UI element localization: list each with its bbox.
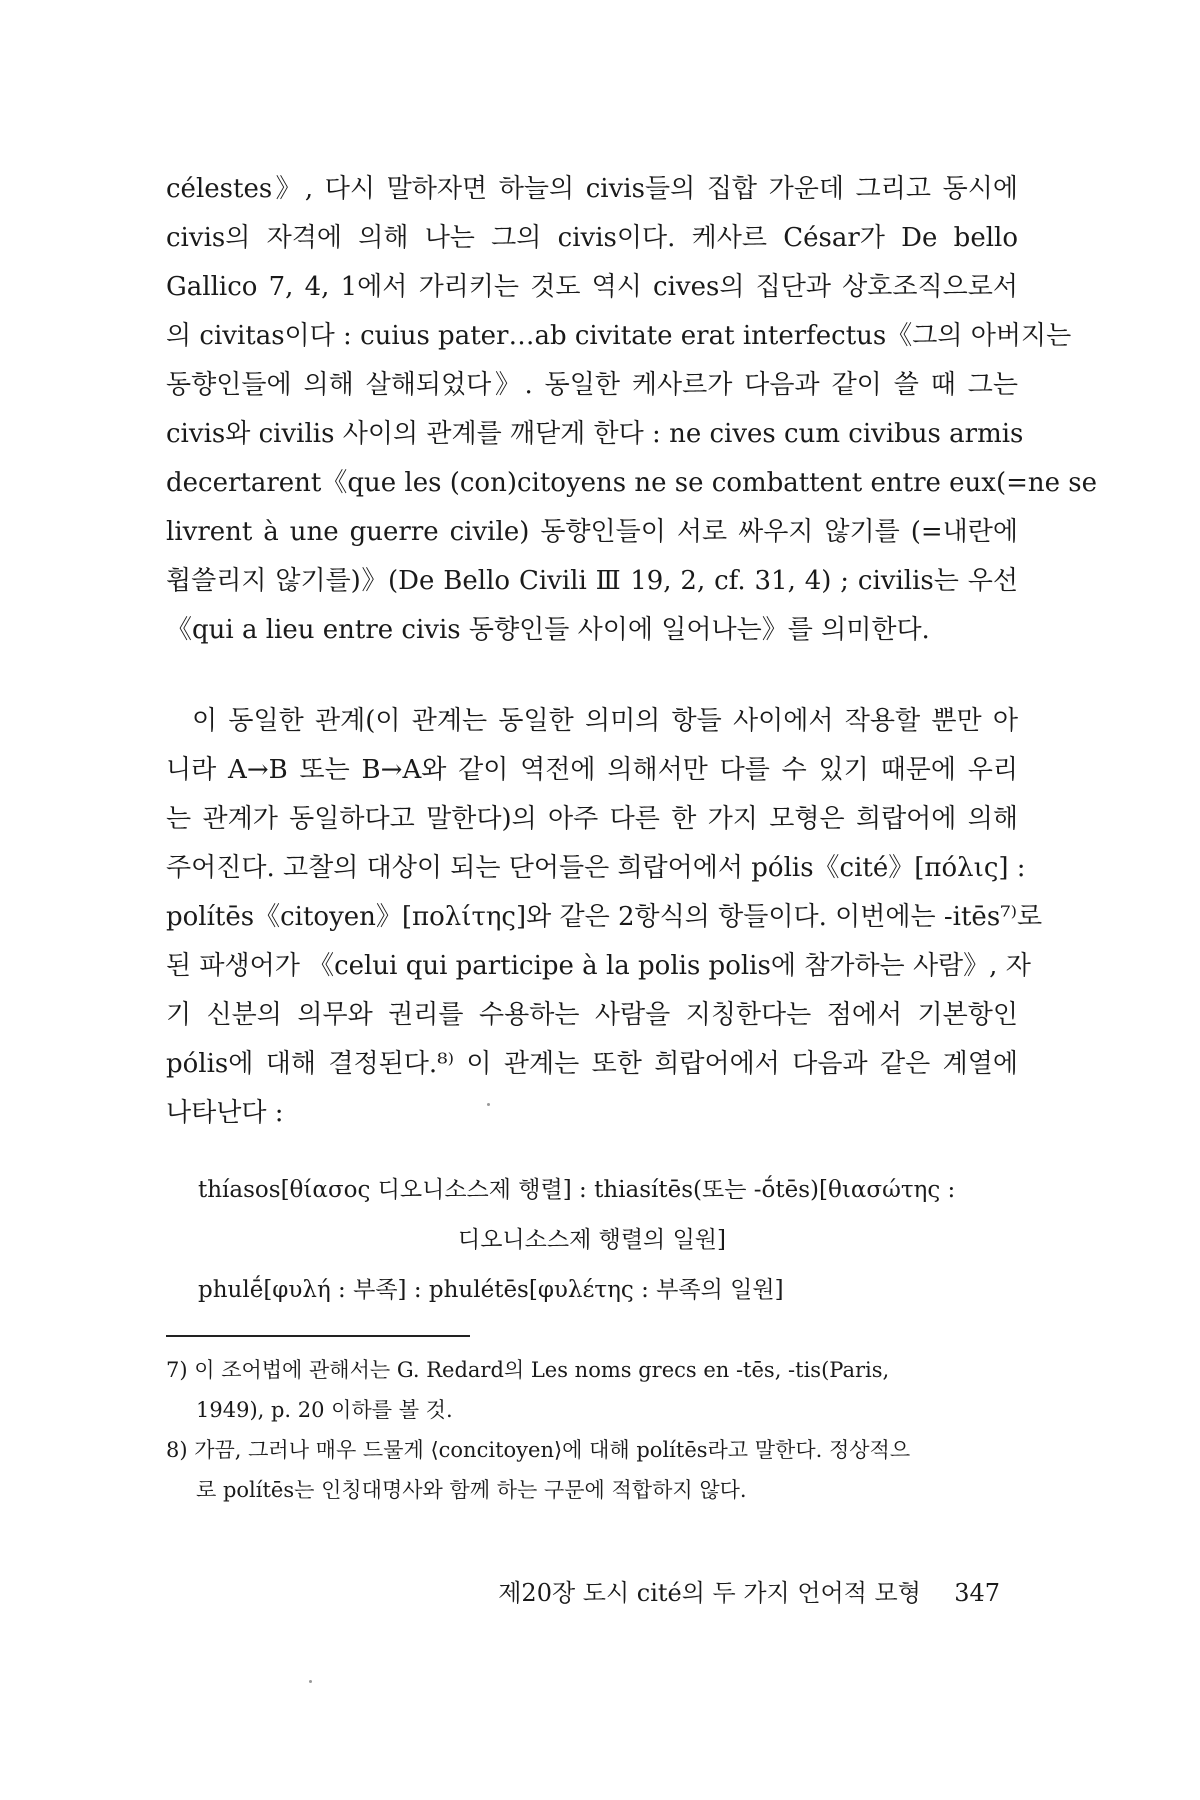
text-line: Gallico 7, 4, 1에서 가리키는 것도 역시 cives의 집단과 상호조직으로서 — [166, 272, 1018, 302]
example-line: thíasos[θίασος 디오니소스제 행렬] : thiasítēs(또는 -ṓtēs)[θιασώτης : — [198, 1177, 956, 1203]
footnote-7: 7) 이 조어법에 관해서는 G. Redard의 Les noms grecs en -tēs, -tis(Paris, — [166, 1358, 890, 1382]
text-line: célestes》, 다시 말하자면 하늘의 civis들의 집합 가운데 그리고 동시에 — [166, 174, 1018, 204]
text-line: livrent à une guerre civile) 동향인들이 서로 싸우지 않기를 (=내란에 — [166, 517, 1018, 547]
text-line: civis와 civilis 사이의 관계를 깨닫게 한다 : ne cives cum civibus armis — [166, 419, 1024, 449]
text-line: 는 관계가 동일하다고 말한다)의 아주 다른 한 가지 모형은 희랍어에 의해 — [166, 804, 1018, 834]
footnote-divider — [166, 1335, 470, 1337]
text-line: pólis에 대해 결정된다.⁸⁾ 이 관계는 또한 희랍어에서 다음과 같은 계열에 — [166, 1049, 1018, 1079]
chapter-title: 제20장 도시 cité의 두 가지 언어적 모형 — [498, 1579, 921, 1607]
footnote-7-cont: 1949), p. 20 이하를 볼 것. — [196, 1398, 453, 1422]
text-line: decertarent《que les (con)citoyens ne se combattent entre eux(=ne se — [166, 468, 1098, 498]
text-line: 동향인들에 의해 살해되었다》. 동일한 케사르가 다음과 같이 쓸 때 그는 — [166, 370, 1018, 400]
footnote-8: 8) 가끔, 그러나 매우 드물게 ⟨concitoyen⟩에 대해 polítēs라고 말한다. 정상적으 — [166, 1438, 911, 1462]
page-number: 347 — [954, 1579, 1000, 1607]
text-line: 기 신분의 의무와 권리를 수용하는 사람을 지칭한다는 점에서 기본항인 — [166, 1000, 1018, 1030]
example-series — [166, 1165, 1018, 1315]
scan-speck — [309, 1680, 312, 1683]
text-line: 이 동일한 관계(이 관계는 동일한 의미의 항들 사이에서 작용할 뿐만 아 — [192, 706, 1018, 736]
text-line: 《qui a lieu entre civis 동향인들 사이에 일어나는》를 의미한다. — [166, 615, 930, 645]
text-line: 휩쓸리지 않기를)》(De Bello Civili Ⅲ 19, 2, cf. 31, 4) ; civilis는 우선 — [166, 566, 1018, 596]
footnotes — [166, 1350, 1018, 1510]
text-line: 의 civitas이다 : cuius pater…ab civitate erat interfectus《그의 아버지는 — [166, 321, 1072, 351]
text-line: 된 파생어가 《celui qui participe à la polis polis에 참가하는 사람》, 자 — [166, 951, 1031, 981]
text-line: 주어진다. 고찰의 대상이 되는 단어들은 희랍어에서 pólis《cité》[πόλις] : — [166, 853, 1026, 883]
example-line: 디오니소스제 행렬의 일원] — [458, 1227, 726, 1253]
text-line: 나타난다 : — [166, 1098, 284, 1128]
footnote-8-cont: 로 polítēs는 인칭대명사와 함께 하는 구문에 적합하지 않다. — [196, 1478, 747, 1502]
example-line: phulḗ[φυλή : 부족] : phulétēs[φυλέτης : 부족의 일원] — [198, 1277, 784, 1303]
text-line: polítēs《citoyen》[πολίτης]와 같은 2항식의 항들이다. 이번에는 -itēs⁷⁾로 — [166, 902, 1043, 932]
text-line: civis의 자격에 의해 나는 그의 civis이다. 케사르 César가 De bello — [166, 223, 1018, 253]
running-footer — [498, 1573, 1000, 1608]
paragraph-2 — [166, 697, 1043, 1138]
scan-speck — [487, 1103, 490, 1106]
paragraph-1 — [166, 165, 1098, 655]
text-line: 니라 A→B 또는 B→A와 같이 역전에 의해서만 다를 수 있기 때문에 우리 — [166, 755, 1018, 785]
